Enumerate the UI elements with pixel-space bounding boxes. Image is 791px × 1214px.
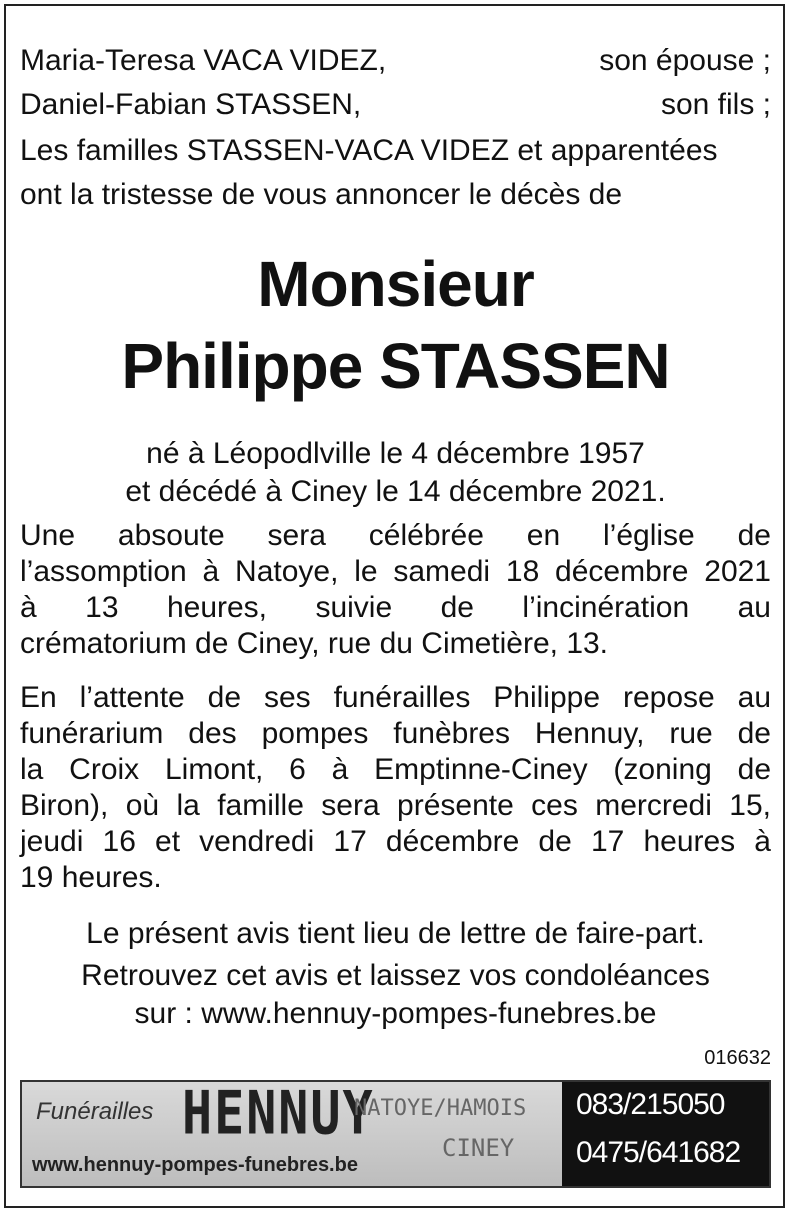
visitation-line: la Croix Limont, 6 à Emptinne-Ciney (zoning de [20, 753, 771, 786]
visitation-line: funérarium des pompes funèbres Hennuy, rue de [20, 717, 771, 750]
banner-logo-area [22, 1078, 562, 1186]
son-role: son fils ; [660, 88, 771, 121]
visitation-line: En l’attente de ses funérailles Philippe repose au [20, 681, 771, 714]
family-line-son [20, 86, 771, 124]
banner-funerailles: Funérailles [36, 1098, 154, 1125]
ceremony-line: crématorium de Ciney, rue du Cimetière, 13. [20, 627, 609, 660]
visitation-paragraph [20, 680, 771, 896]
families-line: Les familles STASSEN-VACA VIDEZ et apparentées [20, 134, 718, 167]
ceremony-paragraph [20, 518, 771, 662]
deceased-title: Monsieur [257, 248, 534, 320]
ceremony-line: Une absoute sera célébrée en l’église de [20, 519, 771, 552]
condolences-line: Retrouvez cet avis et laissez vos condoléances [81, 959, 710, 992]
family-line-spouse [20, 42, 771, 80]
banner-location-ciney: CINEY [442, 1134, 515, 1162]
condolences-url-line[interactable]: sur : www.hennuy-pompes-funebres.be [134, 997, 657, 1030]
banner-phone-mobile: 0475/641682 [576, 1136, 741, 1169]
son-name: Daniel-Fabian STASSEN, [20, 88, 362, 121]
visitation-line: 19 heures. [20, 861, 162, 894]
funeral-home-banner [20, 1080, 771, 1188]
ceremony-line: à 13 heures, suivie de l’incinération au [20, 591, 771, 624]
death-line: et décédé à Ciney le 14 décembre 2021. [125, 475, 666, 508]
spouse-role: son épouse ; [599, 44, 771, 77]
banner-phone-landline: 083/215050 [576, 1088, 725, 1121]
visitation-line: jeudi 16 et vendredi 17 décembre de 17 heures à [20, 825, 771, 858]
ceremony-line: l’assomption à Natoye, le samedi 18 décembre 2021 [20, 555, 771, 588]
visitation-line: Biron), où la famille sera présente ces mercredi 15, [20, 789, 771, 822]
banner-website-link[interactable]: www.hennuy-pompes-funebres.be [32, 1154, 358, 1176]
reference-number: 016632 [704, 1047, 771, 1069]
spouse-name: Maria-Teresa VACA VIDEZ, [20, 44, 387, 77]
faire-part-notice: Le présent avis tient lieu de lettre de faire-part. [86, 917, 705, 950]
birth-line: né à Léopodlville le 4 décembre 1957 [146, 437, 645, 470]
announcement-line: ont la tristesse de vous annoncer le décès de [20, 178, 623, 211]
banner-brand-logo: HENNUY [182, 1078, 375, 1148]
deceased-name: Philippe STASSEN [121, 330, 670, 402]
banner-phone-area [562, 1082, 769, 1186]
banner-locations: NATOYE/HAMOIS [354, 1096, 527, 1121]
